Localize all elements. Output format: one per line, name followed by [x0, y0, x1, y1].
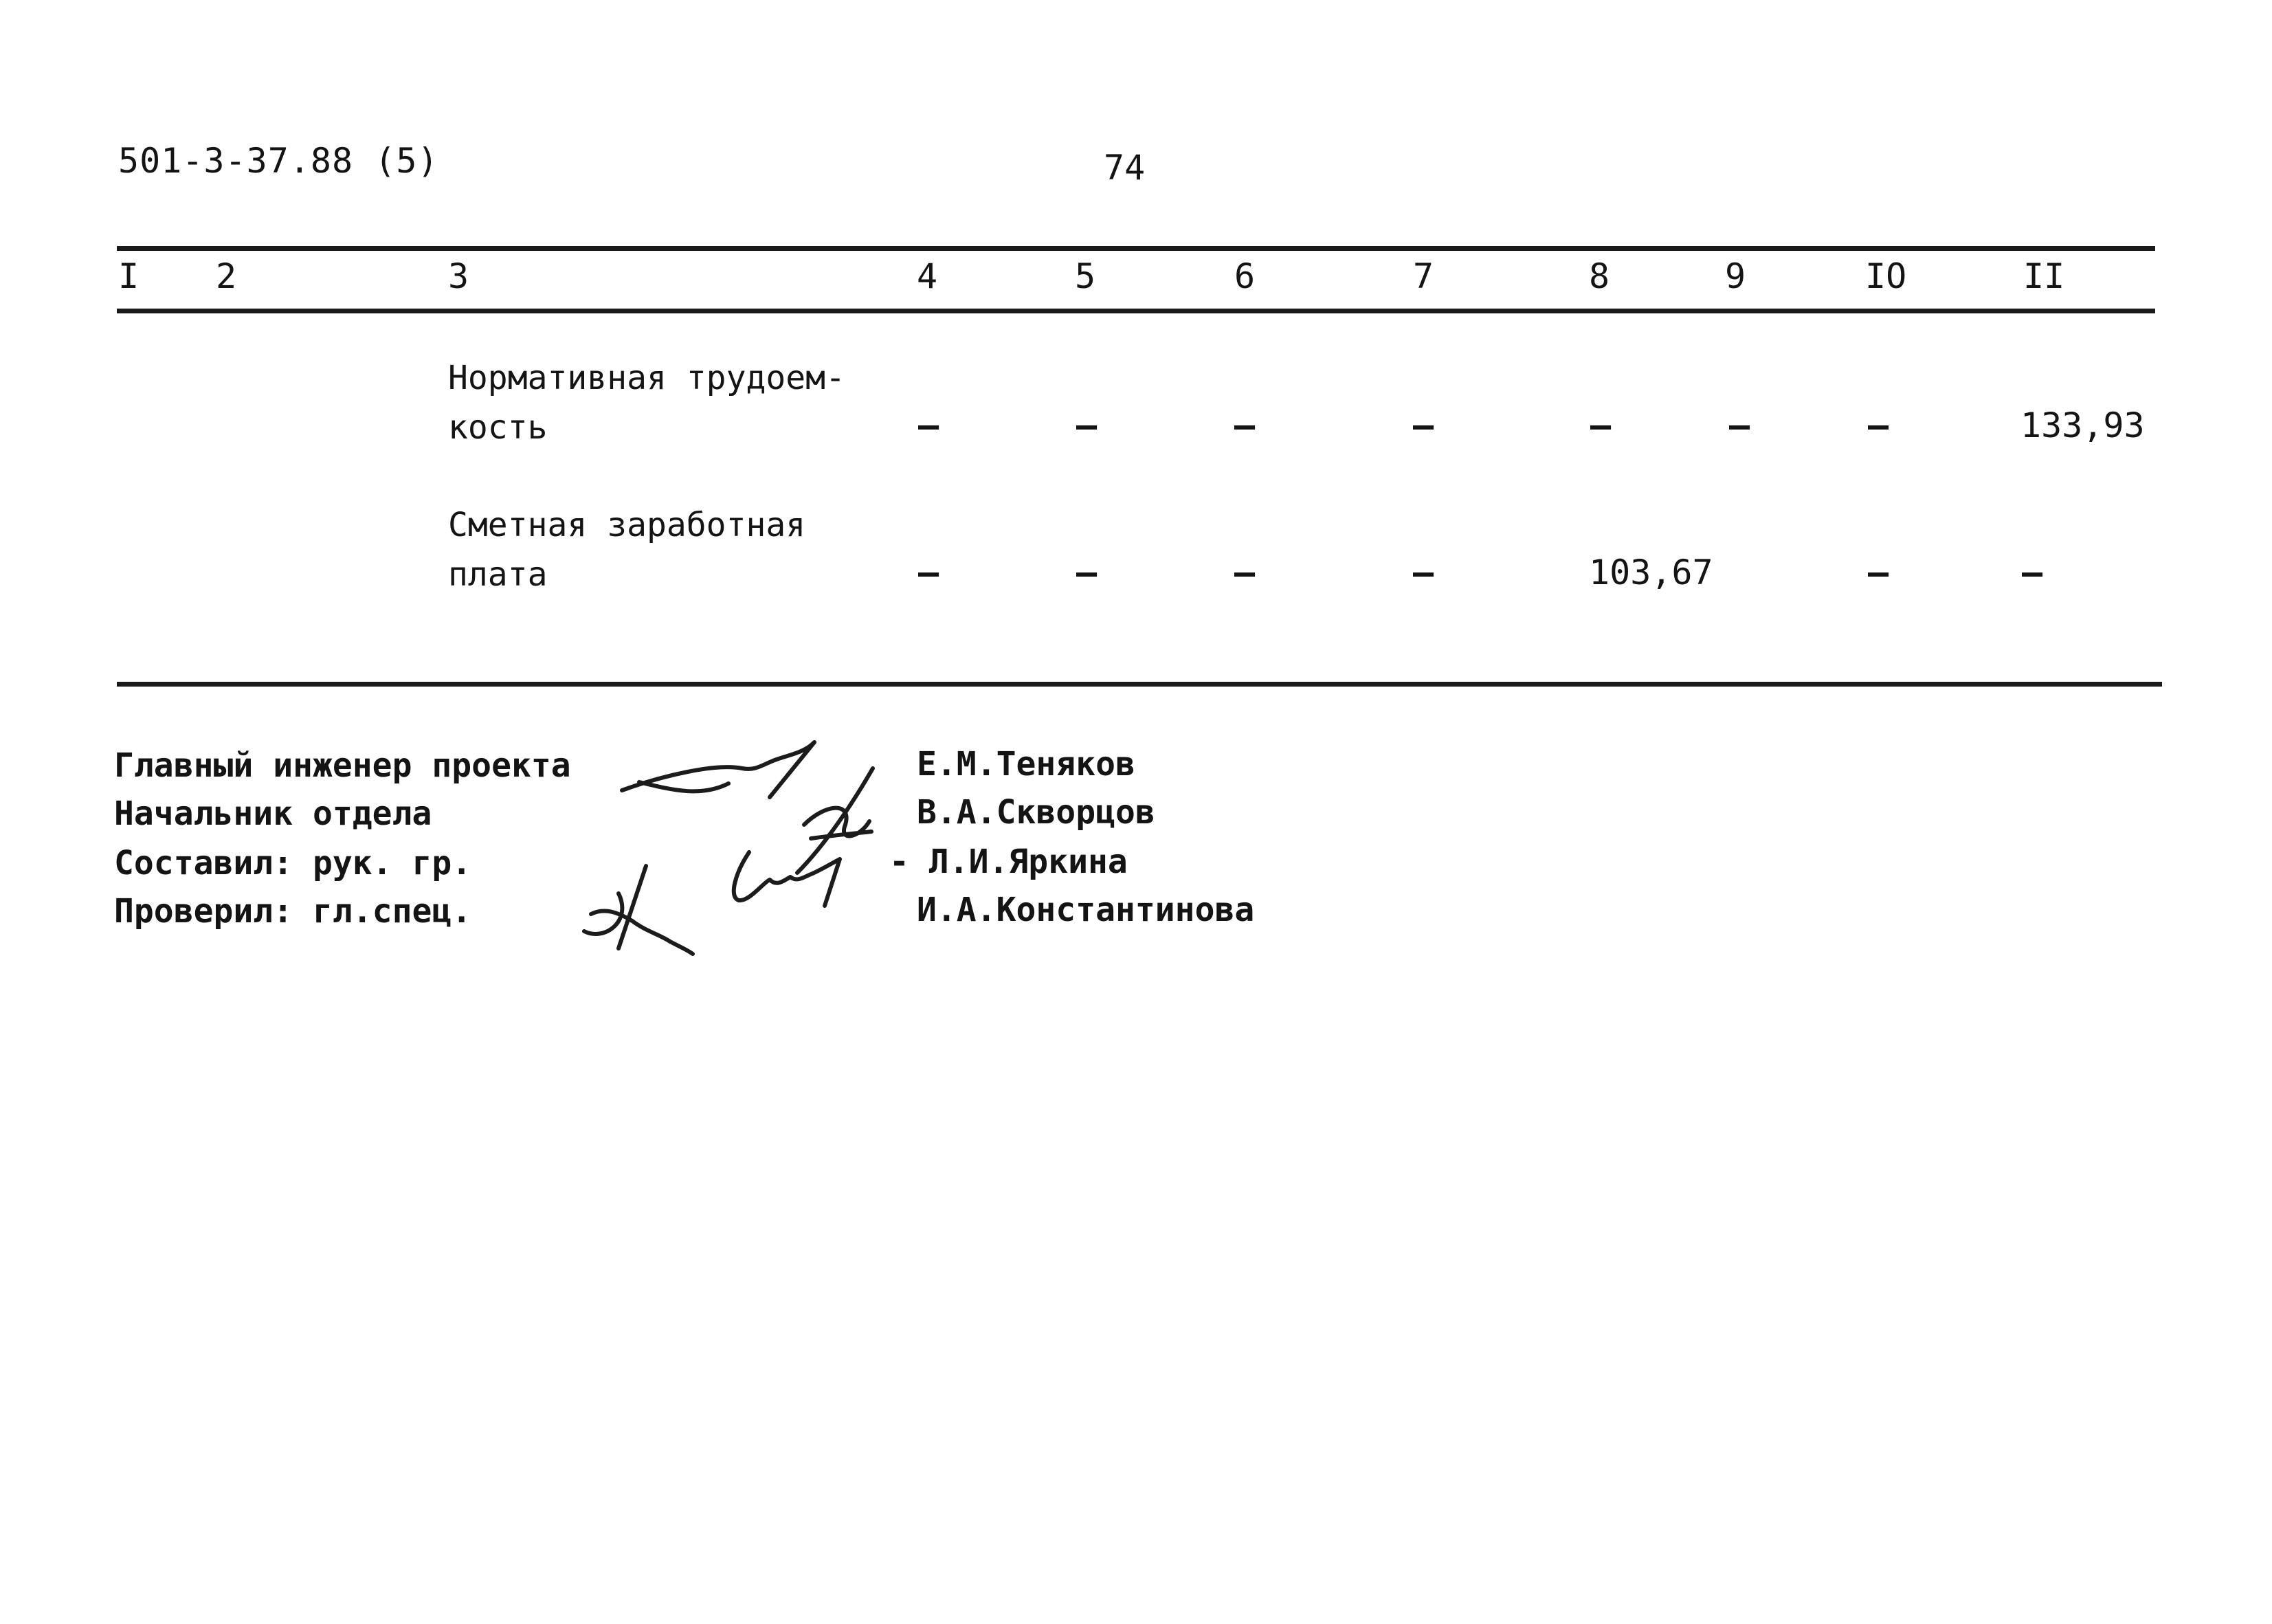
table-cell: – [1234, 553, 1256, 592]
column-header-1: I [118, 256, 140, 296]
table-cell: – [2022, 553, 2043, 592]
column-header-2: 2 [216, 256, 237, 296]
row-label-line1: Сметная заработная [448, 506, 806, 544]
column-header-3: 3 [448, 256, 469, 296]
table-cell: – [1868, 405, 1889, 445]
signature-yarkina [734, 852, 840, 906]
document-code: 501-3-37.88 (5) [118, 141, 439, 181]
signature-role: Начальник отдела [114, 794, 432, 833]
column-header-6: 6 [1234, 256, 1256, 296]
page-number: 74 [1104, 148, 1146, 188]
signature-role: Проверил: гл.спец. [114, 892, 472, 931]
column-header-5: 5 [1075, 256, 1096, 296]
column-header-8: 8 [1589, 256, 1610, 296]
signature-teniakov [622, 742, 814, 797]
column-header-11: II [2023, 256, 2065, 296]
table-cell: – [1234, 405, 1256, 445]
column-header-7: 7 [1413, 256, 1434, 296]
signature-role: Главный инженер проекта [114, 746, 571, 785]
signature-name: Е.М.Теняков [917, 745, 1135, 783]
table-cell: 103,67 [1589, 553, 1713, 592]
table-cell: 133,93 [2020, 405, 2145, 445]
column-header-4: 4 [917, 256, 938, 296]
signature-name: В.А.Скворцов [917, 793, 1155, 832]
table-cell: – [1413, 553, 1434, 592]
row-label-line2: кость [448, 408, 548, 447]
column-header-10: IO [1865, 256, 1907, 296]
table-cell: – [1076, 553, 1098, 592]
table-cell: – [1590, 405, 1612, 445]
table-cell: – [1729, 405, 1750, 445]
column-header-9: 9 [1725, 256, 1746, 296]
table-cell: – [1868, 553, 1889, 592]
row-label-line2: плата [448, 555, 548, 594]
table-cell: – [1413, 405, 1434, 445]
table-cell: – [918, 405, 939, 445]
table-cell: – [1076, 405, 1098, 445]
signature-name: И.А.Константинова [917, 891, 1255, 929]
signature-skvortsov [797, 768, 873, 873]
signature-name: - Л.И.Яркина [889, 843, 1128, 881]
table-cell: – [918, 553, 939, 592]
signature-role: Составил: рук. гр. [114, 844, 472, 882]
signature-konstantinova [584, 866, 693, 954]
row-label-line1: Нормативная трудоем- [448, 359, 845, 397]
